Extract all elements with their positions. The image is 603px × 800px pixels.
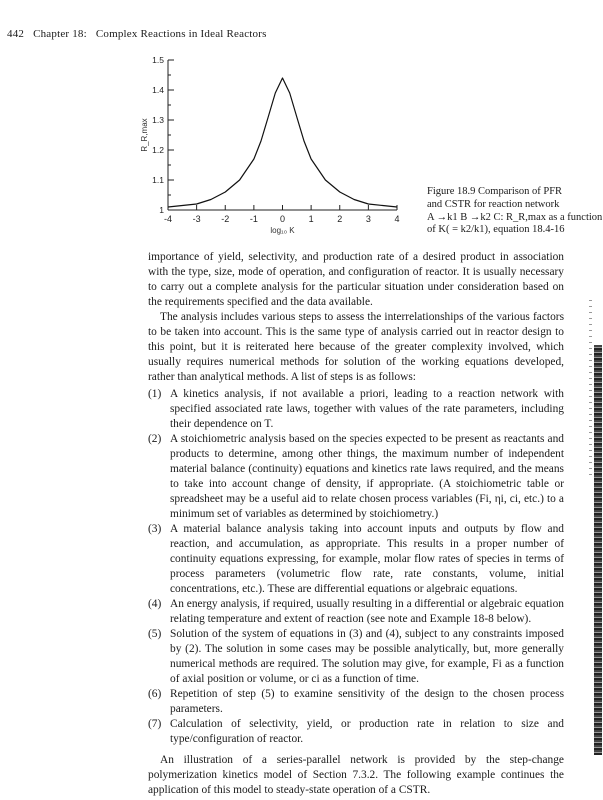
step-text: Calculation of selectivity, yield, or production rate in relation to size and type/configuration of reactor. (170, 718, 564, 745)
list-item (148, 627, 564, 687)
list-item (148, 432, 564, 522)
x-tick-label: -2 (221, 214, 230, 224)
chapter-title: Complex Reactions in Ideal Reactors (95, 28, 267, 40)
chart-series (168, 78, 397, 207)
x-tick-label: 0 (279, 214, 286, 224)
step-number: (4) (148, 598, 162, 610)
y-tick-label: 1.2 (152, 145, 164, 155)
y-tick-label: 1.4 (152, 85, 164, 95)
page-header (7, 28, 273, 40)
list-item (148, 597, 564, 627)
step-text: An energy analysis, if required, usually resulting in a differential or algebraic equation relating temperature and extent of reaction (see note and Example 18-8 below). (170, 598, 564, 625)
series-line (168, 78, 397, 207)
step-text: Repetition of step (5) to examine sensitivity of the design to the chosen process parameters. (170, 688, 564, 715)
x-tick-label: 2 (337, 214, 343, 224)
y-axis-label: R_R,max (140, 118, 149, 152)
step-number: (5) (148, 628, 162, 640)
body-text (148, 250, 564, 798)
step-number: (7) (148, 718, 162, 730)
step-text: Solution of the system of equations in (3) and (4), subject to any constraints imposed by (2). The solution in some cases may be possible analytically, but, more generally numerical methods are required. The solution may give, for example, Fi as a function of axial position or volume, or ci as a function of time. (170, 628, 564, 685)
caption-line-3: A →k1 B →k2 C: R_R,max as a function (427, 211, 603, 223)
x-tick-label: 3 (365, 214, 371, 224)
x-tick-label: -3 (192, 214, 201, 224)
x-axis-label: log₁₀ K (270, 226, 295, 235)
caption-line-2: and CSTR for reaction network (427, 198, 560, 210)
x-tick-label: -4 (163, 214, 173, 224)
analysis-paragraph: The analysis includes various steps to assess the interrelationships of the various factors to be taken into account. This is the same type of analysis carried out in reactor design to this point, but it is reiterated here because of the greater complexity involved, which usually requires numerical methods for solution of the working equations developed, rather than analytical methods. A list of steps is as follows: (148, 311, 564, 383)
step-text: A kinetics analysis, if not available a priori, leading to a reaction network with specified associated rate laws, together with values of the rate parameters, including their dependence on T. (170, 388, 564, 430)
y-tick-label: 1.5 (152, 55, 164, 65)
step-number: (2) (148, 433, 162, 445)
steps-list (148, 387, 564, 747)
list-item (148, 522, 564, 597)
caption-line-4: of K( = k2/k1), equation 18.4-16 (427, 224, 565, 236)
list-item (148, 387, 564, 432)
step-text: A stoichiometric analysis based on the species expected to be present as reactants and products to determine, among other things, the maximum number of independent material balance (continuity) equations and kinetics rate laws required, and the means to take into account change of density, if appropriate. (A stoichiometric table or spreadsheet may be a useful aid to relate chosen process variables (Fi, ηi, ci, etc.) to a minimum set of variables as determined by stoichiometry.) (170, 433, 564, 520)
page-number: 442 (7, 28, 25, 40)
scan-speckle (589, 300, 592, 480)
closing-paragraph: An illustration of a series-parallel network is provided by the step-change polymerization kinetics model of Section 7.3.2. The following example continues the application of this model to steady-state operation of a CSTR. (148, 754, 564, 796)
step-text: A material balance analysis taking into account inputs and outputs by flow and reaction, and accumulation, as appropriate. This results in a proper number of continuity equations expressing, for example, molar flow rates of species in terms of process parameters (volumetric flow rate, rate constants, volume, initial concentrations, etc.). These are differential equations or algebraic equations. (170, 523, 564, 595)
y-tick-label: 1.1 (152, 175, 164, 185)
y-tick-label: 1 (159, 205, 164, 215)
chapter-label: Chapter 18: (33, 28, 87, 40)
x-tick-label: -1 (249, 214, 258, 224)
intro-paragraph: importance of yield, selectivity, and production rate of a desired product in association with the type, size, mode of operation, and configuration of reactor. It is usually necessary to carry out a complete analysis for the particular situation under consideration based on the requirements specified and the data available. (148, 251, 564, 308)
figure-18-9-chart (135, 50, 415, 240)
y-tick-label: 1.3 (152, 115, 164, 125)
step-number: (3) (148, 523, 162, 535)
caption-line-1: Figure 18.9 Comparison of PFR (427, 186, 563, 197)
x-tick-label: 4 (394, 214, 400, 224)
list-item (148, 717, 564, 747)
x-tick-label: 1 (308, 214, 314, 224)
chart-ticks (152, 55, 399, 224)
chart-axes (140, 60, 400, 235)
list-item (148, 687, 564, 717)
scan-edge (594, 345, 602, 755)
figure-caption (427, 186, 603, 237)
step-number: (6) (148, 688, 162, 700)
step-number: (1) (148, 388, 162, 400)
